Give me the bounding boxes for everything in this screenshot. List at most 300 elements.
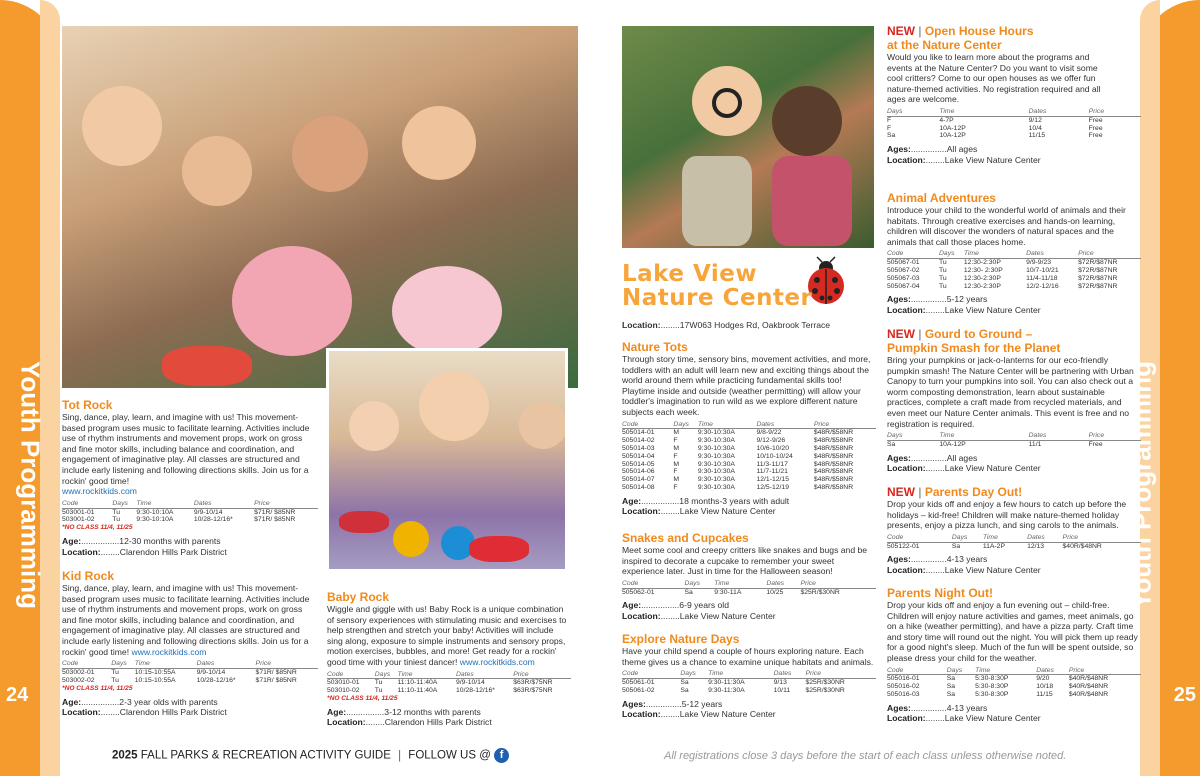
table-cell: $48R/$58NR <box>813 460 854 468</box>
nature-center-title <box>622 262 812 310</box>
table-cell: $72R/$87NR <box>1078 266 1118 274</box>
table-cell: $63R/$75NR <box>513 687 553 695</box>
table-cell: F <box>673 468 678 476</box>
table-cell: 505014-04 <box>622 452 655 460</box>
kid-rock-section <box>62 569 318 717</box>
table-cell: Tu <box>374 687 383 695</box>
parents-day-out-title-text: Parents Day Out! <box>924 485 1023 499</box>
table-cell: 10A-12P <box>939 132 966 140</box>
table-cell: $72R/$87NR <box>1078 259 1118 267</box>
baby-rock-age: ................3-12 months with parents <box>346 706 481 717</box>
table-cell: $48R/$58NR <box>813 468 854 476</box>
explore-nature-table <box>622 670 876 694</box>
parents-day-out-title <box>887 485 1141 499</box>
table-cell: Sa <box>946 683 956 691</box>
table-cell: 11:10-11:40A <box>397 687 438 695</box>
table-cell: 11:10-11:40A <box>397 679 438 687</box>
table-header-cell: Dates <box>194 500 254 508</box>
age-label: Ages: <box>622 698 646 709</box>
table-cell: 505014-06 <box>622 468 655 476</box>
footer-guide <box>112 748 509 763</box>
table-cell: Tu <box>374 679 383 687</box>
table-cell: Sa <box>680 678 689 686</box>
table-cell: 5:30-8:30P <box>975 683 1009 691</box>
table-cell: 4-7P <box>939 116 954 124</box>
baby-rock-link[interactable]: www.rockitkids.com <box>459 656 535 667</box>
nature-tots-section <box>622 340 876 517</box>
table-cell: 505014-02 <box>622 437 655 445</box>
parents-day-out-location: ........Lake View Nature Center <box>925 564 1041 575</box>
table-cell: Tu <box>939 259 947 267</box>
table-cell: F <box>887 116 892 124</box>
table-row <box>887 275 1141 283</box>
table-cell: 505122-01 <box>887 542 920 550</box>
table-cell: 12/13 <box>1027 542 1045 550</box>
kid-rock-age: ................2-3 year olds with parents <box>81 696 218 707</box>
table-cell: $48R/$58NR <box>813 483 854 491</box>
location-label: Location: <box>622 506 661 517</box>
table-cell: $40R/$48NR <box>1062 542 1102 550</box>
gourd-to-ground-description: Bring your pumpkins or jack-o-lanterns for our eco-friendly pumpkin smash! The Nature Center will be partnering with Urban Canopy to turn your pumpkins into soil. You can also check out a worm composting demonstration, learn about sustainable practices, complete a craft made from recycled materials, and even meet our Nature Center animals. This event is free and no registration is required. <box>887 355 1134 429</box>
table-cell: 503002-01 <box>62 668 95 676</box>
kid-rock-title: Kid Rock <box>62 569 115 583</box>
table-cell: 503010-01 <box>327 679 360 687</box>
table-cell: 11/15 <box>1028 132 1046 140</box>
gourd-to-ground-age: ...............All ages <box>910 452 978 463</box>
table-header-cell: Days <box>887 432 939 440</box>
table-cell: 9:30-10:10A <box>136 516 174 524</box>
table-cell: 9:30-10:10A <box>136 508 174 516</box>
table-header-cell: Days <box>111 660 134 668</box>
table-cell: 5:30-8:30P <box>975 675 1009 683</box>
location-label: Location: <box>887 304 926 315</box>
table-cell: $40R/$48NR <box>1068 683 1109 691</box>
snakes-cupcakes-title: Snakes and Cupcakes <box>622 531 749 545</box>
table-header-cell: Dates <box>456 671 513 679</box>
table-cell: $72R/$87NR <box>1078 282 1118 290</box>
table-cell: 505014-08 <box>622 483 655 491</box>
nature-center-address: ........17W063 Hodges Rd, Oakbrook Terrace <box>660 320 831 330</box>
table-cell: 9:30-10:30A <box>697 483 735 491</box>
age-label: Ages: <box>887 702 911 713</box>
parents-day-out-age: ...............4-13 years <box>910 554 988 565</box>
table-cell: M <box>673 429 680 437</box>
table-cell: 9/9-9/23 <box>1026 259 1052 267</box>
table-cell: Tu <box>111 668 119 676</box>
facebook-icon[interactable]: f <box>494 748 509 763</box>
new-badge: NEW <box>887 24 915 38</box>
table-cell: 9:30-10:30A <box>697 452 735 460</box>
table-cell: 9:30-11:30A <box>708 686 745 694</box>
snakes-cupcakes-description: Meet some cool and creepy critters like snakes and bugs and be inspired to decorate a cupcake to remember your sweet experience later. Just in time for the Halloween season! <box>622 545 868 577</box>
table-cell: Sa <box>887 440 896 448</box>
table-cell: 9/20 <box>1036 675 1050 683</box>
table-row <box>887 259 1141 267</box>
open-house-description: Would you like to learn more about the programs and events at the Nature Center? Do you want to visit some cool critters? Come to our open houses as we offer fun nature-themed activities. No registration required and all ages are welcome. <box>887 52 1101 105</box>
table-cell: Free <box>1088 440 1103 448</box>
table-cell: $48R/$58NR <box>813 476 854 484</box>
table-row <box>887 683 1141 691</box>
table-cell: 9/13 <box>773 678 787 686</box>
table-header-cell: Dates <box>1036 667 1069 675</box>
table-header-cell: Price <box>1089 108 1141 116</box>
table-header-cell: Code <box>622 670 680 678</box>
location-label: Location: <box>622 320 661 330</box>
table-header-cell: Code <box>62 660 111 668</box>
table-header-cell: Code <box>887 667 947 675</box>
table-header-cell: Price <box>1069 667 1141 675</box>
table-cell: Sa <box>951 542 961 550</box>
open-house-age: ...............All ages <box>910 144 978 155</box>
table-cell: 505014-01 <box>622 429 655 437</box>
table-header-cell: Price <box>805 670 876 678</box>
table-cell: Tu <box>112 516 121 524</box>
location-label: Location: <box>887 564 926 575</box>
age-label: Ages: <box>887 452 911 463</box>
table-cell: 9/9-10/14 <box>196 668 226 676</box>
parents-night-out-title: Parents Night Out! <box>887 586 994 600</box>
table-row <box>887 542 1141 550</box>
nature-center-title-line2: Nature Center <box>622 285 813 311</box>
table-cell: 11/4-11/18 <box>1026 274 1058 282</box>
baby-rock-table <box>327 671 571 695</box>
table-cell: 505067-02 <box>887 266 920 274</box>
baby-rock-note: *NO CLASS 11/4, 11/25 <box>327 694 398 702</box>
table-cell: M <box>673 476 680 484</box>
table-cell: Tu <box>111 676 119 684</box>
table-header-cell: Price <box>1078 250 1141 258</box>
table-cell: 11/15 <box>1036 690 1053 698</box>
location-label: Location: <box>887 463 926 474</box>
table-cell: F <box>673 437 678 445</box>
table-cell: 9:30-11A <box>714 588 742 596</box>
table-row <box>622 429 876 437</box>
table-header-cell: Time <box>939 432 1028 440</box>
footer-guide-title: FALL PARKS & RECREATION ACTIVITY GUIDE <box>140 749 391 762</box>
kid-rock-location: ........Clarendon Hills Park District <box>100 706 227 717</box>
kid-rock-description: Sing, dance, play, learn, and imagine with us! This movement-based program uses music to facilitate learning. Activities include use of rhythm instruments and movement props, work on gross and fine motor skills, including balance and coordination, and engagement of imaginative play. All classes are structured and include early listening and following directions skills. Join us for a rockin' good time! <box>62 583 310 657</box>
table-header-cell: Dates <box>1029 432 1089 440</box>
table-header-cell: Dates <box>756 421 813 429</box>
table-cell: 505016-02 <box>887 683 920 691</box>
table-cell: 9:30-10:30A <box>697 460 735 468</box>
footer-separator: | <box>398 749 402 762</box>
table-row <box>62 516 318 524</box>
table-header-cell: Time <box>708 670 774 678</box>
table-cell: 10/28-12/16* <box>193 516 233 524</box>
explore-nature-location: ........Lake View Nature Center <box>660 708 776 719</box>
table-header-cell: Price <box>800 580 876 588</box>
table-cell: 505014-03 <box>622 444 655 452</box>
snakes-cupcakes-age: ................6-9 years old <box>641 600 729 611</box>
table-header-cell: Code <box>327 671 375 679</box>
snakes-cupcakes-section <box>622 531 876 621</box>
table-row <box>887 440 1141 448</box>
table-header-cell: Days <box>939 250 964 258</box>
open-house-location: ........Lake View Nature Center <box>925 154 1041 165</box>
table-cell: 10/28-12/16* <box>456 687 495 695</box>
table-cell: 9:30-10:30A <box>697 468 735 476</box>
table-cell: 9:30-11:30A <box>708 678 745 686</box>
table-row <box>887 125 1141 133</box>
table-row <box>327 687 571 695</box>
snakes-cupcakes-location: ........Lake View Nature Center <box>660 610 776 621</box>
table-header-cell: Time <box>698 421 757 429</box>
gourd-to-ground-title <box>887 327 1077 355</box>
age-label: Age: <box>327 706 347 717</box>
tot-rock-title: Tot Rock <box>62 398 113 412</box>
table-cell: Sa <box>946 690 956 698</box>
age-label: Age: <box>62 696 82 707</box>
title-separator: | <box>918 485 922 499</box>
table-header-cell: Dates <box>1029 108 1089 116</box>
table-header-cell: Time <box>975 667 1036 675</box>
footer-follow: FOLLOW US @ <box>408 749 491 762</box>
age-label: Age: <box>622 495 642 506</box>
table-cell: Tu <box>112 508 121 516</box>
table-header-cell: Price <box>814 421 876 429</box>
table-header-cell: Price <box>256 660 318 668</box>
snakes-cupcakes-table <box>622 580 876 597</box>
table-header-cell: Time <box>983 534 1027 542</box>
table-header-cell: Days <box>680 670 708 678</box>
animal-adventures-table <box>887 250 1141 290</box>
explore-nature-age: ...............5-12 years <box>645 698 723 709</box>
table-cell: F <box>673 452 678 460</box>
table-cell: 12/1-12/15 <box>756 476 789 484</box>
table-header-cell: Code <box>62 500 112 508</box>
table-cell: 11/3-11/17 <box>756 460 788 468</box>
title-separator: | <box>918 327 922 341</box>
table-cell: 505014-05 <box>622 460 655 468</box>
table-cell: F <box>887 124 892 132</box>
table-header-cell: Dates <box>197 660 256 668</box>
nature-tots-location: ........Lake View Nature Center <box>660 506 776 517</box>
table-header-cell: Days <box>375 671 398 679</box>
table-cell: $48R/$58NR <box>813 444 854 452</box>
table-cell: 12:30-2:30P <box>963 259 1001 267</box>
animal-adventures-description: Introduce your child to the wonderful world of animals and their habitats. Through creative exercises and hands-on learning, children will discover the wonders of natural spaces and the animals that call those places home. <box>887 205 1126 247</box>
parents-night-out-description: Drop your kids off and enjoy a fun evening out – child-free. Children will enjoy nature activities and games, meet animals, go on a hike (weather permitting), and have a pizza party. Craft time and story time will round out the night. You will pick them up ready for a good night's sleep. Much of the fun will be spent outside, so please dress your child for the weather. <box>887 600 1138 663</box>
table-header-cell: Price <box>1063 534 1141 542</box>
table-cell: 10/11 <box>773 686 791 694</box>
table-cell: 503001-01 <box>62 508 95 516</box>
table-cell: 503010-02 <box>327 687 360 695</box>
age-label: Ages: <box>887 144 911 155</box>
table-cell: Free <box>1088 132 1103 140</box>
table-cell: 11/1 <box>1028 440 1042 448</box>
table-header-cell: Code <box>622 421 673 429</box>
parents-night-out-table <box>887 667 1141 699</box>
explore-nature-section <box>622 632 876 719</box>
table-cell: $72R/$87NR <box>1078 274 1118 282</box>
table-cell: $25R/$30NR <box>800 588 840 596</box>
tot-rock-note: *NO CLASS 11/4, 11/25 <box>62 524 133 532</box>
table-row <box>62 677 318 685</box>
parents-day-out-description: Drop your kids off and enjoy a few hours to catch up before the holidays – kid-free! Children will make nature-themed holiday presents, enjoy a pizza lunch, and sing carols to the animals. <box>887 499 1127 531</box>
table-cell: 505061-01 <box>622 678 655 686</box>
table-cell: $63R/$75NR <box>513 679 553 687</box>
table-header-cell: Time <box>714 580 766 588</box>
table-row <box>887 691 1141 699</box>
table-cell: 9:30-10:30A <box>697 444 735 452</box>
tot-rock-location: ........Clarendon Hills Park District <box>100 546 227 557</box>
location-label: Location: <box>327 717 366 728</box>
tot-rock-section <box>62 398 318 557</box>
table-cell: $48R/$58NR <box>813 452 854 460</box>
table-cell: Tu <box>939 266 947 274</box>
table-header-cell: Dates <box>1026 250 1078 258</box>
table-cell: 505016-01 <box>887 675 920 683</box>
table-cell: 10:15-10:55A <box>134 676 176 684</box>
location-label: Location: <box>622 610 661 621</box>
open-house-table <box>887 108 1141 140</box>
parents-babies-photo <box>62 26 578 388</box>
table-header-cell: Code <box>887 250 939 258</box>
table-row <box>622 678 876 686</box>
table-cell: $48R/$58NR <box>813 437 854 445</box>
age-label: Age: <box>62 536 82 547</box>
table-cell: 505061-02 <box>622 686 655 694</box>
left-section-title: Youth Programming <box>15 361 46 609</box>
table-cell: 505062-01 <box>622 588 655 596</box>
table-cell: 10:15-10:55A <box>134 668 176 676</box>
nature-tots-table <box>622 421 876 492</box>
table-header-cell: Dates <box>766 580 800 588</box>
table-cell: $71R/ $85NR <box>255 668 297 676</box>
tot-rock-link[interactable]: www.rockitkids.com <box>62 486 137 497</box>
table-row <box>62 508 318 516</box>
table-cell: 9/8-9/22 <box>756 429 782 437</box>
table-cell: 9/9-10/14 <box>456 679 485 687</box>
children-exploring-photo <box>622 26 874 248</box>
table-header-cell: Time <box>939 108 1028 116</box>
table-header-cell: Dates <box>774 670 806 678</box>
table-cell: $25R/$30NR <box>805 686 845 694</box>
table-cell: 10/18 <box>1036 683 1054 691</box>
registration-note: All registrations close 3 days before the start of each class unless otherwise noted. <box>664 750 1067 762</box>
nature-tots-age: ................18 months-3 years with adult <box>641 495 790 506</box>
age-label: Age: <box>622 600 642 611</box>
kid-rock-link[interactable]: www.rockitkids.com <box>131 646 207 657</box>
parents-day-out-section <box>887 485 1141 575</box>
table-row <box>622 468 876 476</box>
parents-night-out-section <box>887 586 1141 724</box>
animal-adventures-location: ........Lake View Nature Center <box>925 304 1041 315</box>
table-cell: Tu <box>939 274 947 282</box>
nature-center-title-line1: Lake View <box>622 261 758 287</box>
parents-day-out-table <box>887 534 1141 551</box>
table-row <box>622 476 876 484</box>
table-row <box>887 132 1141 140</box>
baby-rock-title: Baby Rock <box>327 590 390 604</box>
table-header-cell: Days <box>887 108 939 116</box>
animal-adventures-age: ...............5-12 years <box>910 294 988 305</box>
open-house-title-text: Open House Hours at the Nature Center <box>887 24 1034 52</box>
kid-rock-note: *NO CLASS 11/4, 11/25 <box>62 684 133 692</box>
table-row <box>622 484 876 492</box>
table-cell: 12/5-12/19 <box>756 483 789 491</box>
table-header-cell: Days <box>112 500 136 508</box>
table-header-cell: Time <box>964 250 1026 258</box>
table-cell: 10A-12P <box>939 124 966 132</box>
gourd-to-ground-location: ........Lake View Nature Center <box>925 463 1041 474</box>
table-row <box>622 437 876 445</box>
age-label: Ages: <box>887 554 911 565</box>
right-section-title: Youth Programming <box>1126 361 1157 609</box>
open-house-section <box>887 24 1141 165</box>
table-header-cell: Time <box>135 660 197 668</box>
open-house-title <box>887 24 1037 52</box>
table-header-cell: Days <box>684 580 714 588</box>
table-row <box>622 588 876 596</box>
table-cell: $71R/ $85NR <box>254 516 296 524</box>
table-cell: 12:30- 2:30P <box>963 266 1003 274</box>
baby-rock-description: Wiggle and giggle with us! Baby Rock is a unique combination of sensory experiences with stimulating music and exercises to help strengthen and stretch your baby! Activities will include sing along, exposure to simple instruments and sensory props, motion exercises, bubbles, and more! Get ready for a rockin' good time with your tiniest dancer! <box>327 604 567 667</box>
table-cell: $71R/ $85NR <box>254 508 296 516</box>
gourd-to-ground-section <box>887 327 1141 474</box>
table-cell: 12:30-2:30P <box>963 282 1001 290</box>
tot-rock-table <box>62 500 318 524</box>
animal-adventures-title: Animal Adventures <box>887 191 996 205</box>
table-cell: 10/10-10/24 <box>756 452 793 460</box>
explore-nature-title: Explore Nature Days <box>622 632 740 646</box>
table-cell: 9:30-10:30A <box>697 429 735 437</box>
table-cell: $40R/$48NR <box>1068 675 1109 683</box>
table-header-cell: Dates <box>1027 534 1062 542</box>
table-header-cell: Time <box>398 671 456 679</box>
table-header-cell: Time <box>136 500 193 508</box>
table-cell: 10/28-12/16* <box>196 676 236 684</box>
table-cell: 10/6-10/20 <box>756 444 789 452</box>
location-label: Location: <box>622 708 661 719</box>
table-cell: 505067-01 <box>887 259 920 267</box>
title-separator: | <box>918 24 922 38</box>
footer-year: 2025 <box>112 749 138 762</box>
table-cell: 505014-07 <box>622 476 655 484</box>
table-cell: 11A-2P <box>982 542 1005 550</box>
table-row <box>887 267 1141 275</box>
table-cell: 9/12 <box>1028 116 1042 124</box>
table-header-cell: Days <box>673 421 698 429</box>
table-cell: 505016-03 <box>887 690 920 698</box>
table-row <box>887 116 1141 124</box>
age-label: Ages: <box>887 294 911 305</box>
tot-rock-description: Sing, dance, play, learn, and imagine with us! This movement-based program uses music to facilitate learning. Activities include use of rhythm instruments and movement props, work on gross and fine motor skills, including balance and coordination, and engagement of imaginative play. All classes are structured and include early listening and following directions skills. Join us for a rockin' good time! <box>62 412 310 486</box>
table-row <box>622 445 876 453</box>
table-cell: 11/7-11/21 <box>756 468 788 476</box>
table-cell: 9/12-9/26 <box>756 437 786 445</box>
table-row <box>622 687 876 695</box>
nature-tots-title: Nature Tots <box>622 340 688 354</box>
table-cell: 503002-02 <box>62 676 95 684</box>
table-header-cell: Days <box>947 667 975 675</box>
table-row <box>62 668 318 676</box>
table-header-cell: Code <box>622 580 684 588</box>
tot-rock-age: ................12-30 months with parents <box>81 536 221 547</box>
table-row <box>327 679 571 687</box>
table-cell: M <box>673 444 680 452</box>
gourd-to-ground-table <box>887 432 1141 449</box>
nature-center-location <box>622 320 830 330</box>
table-cell: 12/2-12/16 <box>1026 282 1059 290</box>
table-cell: $48R/$58NR <box>813 429 854 437</box>
parents-night-out-age: ...............4-13 years <box>910 702 988 713</box>
table-cell: Sa <box>946 675 956 683</box>
table-cell: 505067-04 <box>887 282 920 290</box>
table-header-cell: Price <box>1089 432 1141 440</box>
baby-rock-section <box>327 590 571 728</box>
